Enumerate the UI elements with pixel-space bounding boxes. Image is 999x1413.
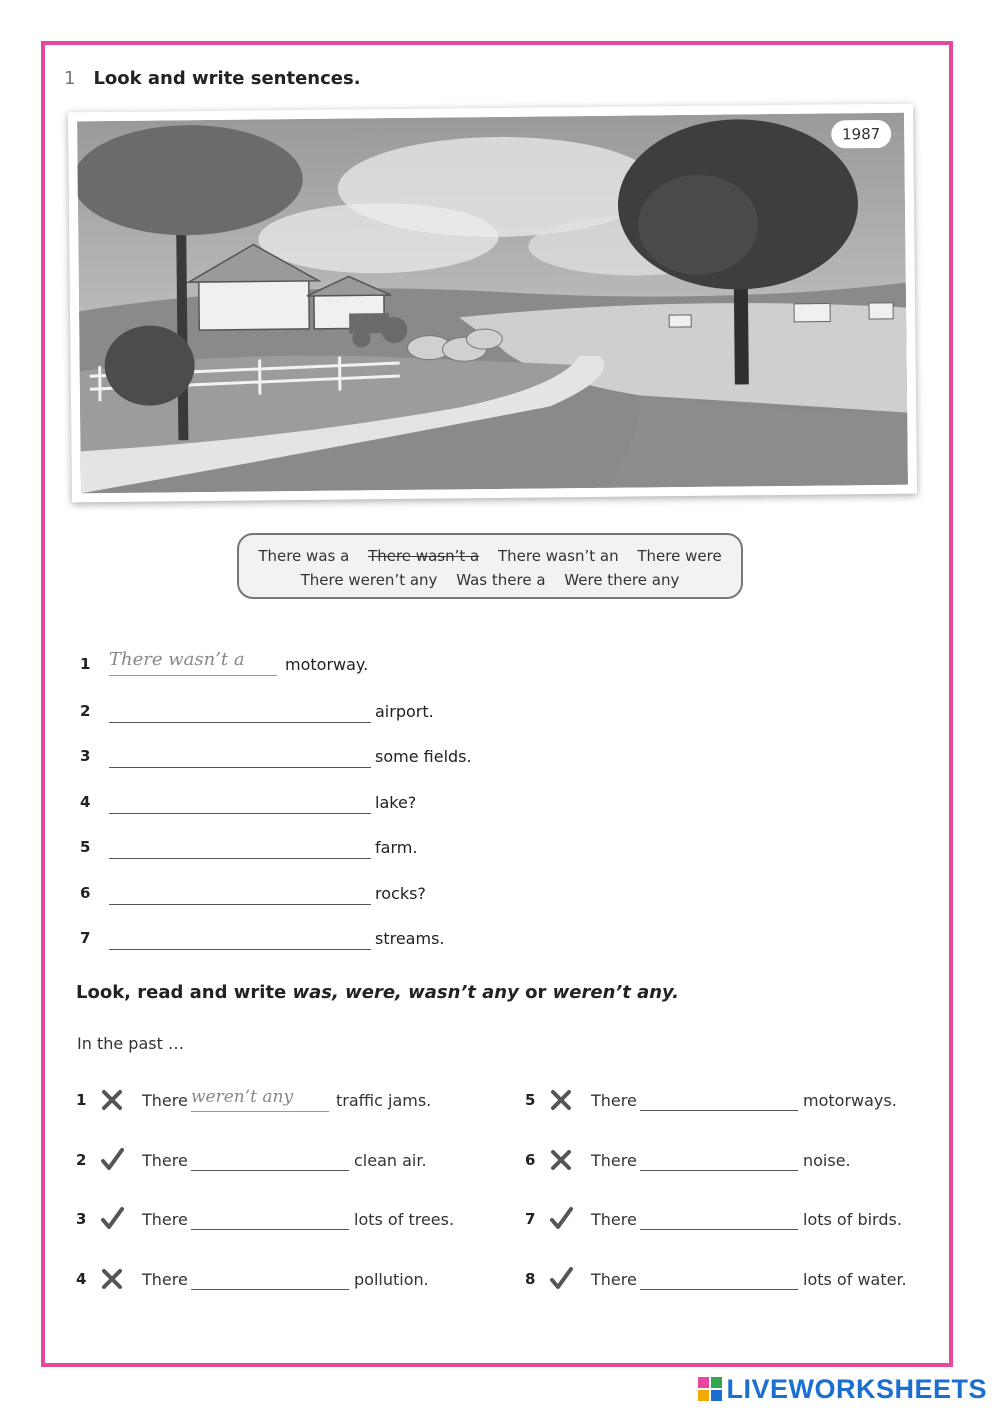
word-box bbox=[237, 533, 743, 599]
item-text: pollution. bbox=[354, 1270, 429, 1289]
answer-field[interactable] bbox=[640, 1210, 798, 1230]
answer-field[interactable] bbox=[191, 1210, 349, 1230]
item-text: rocks? bbox=[375, 884, 426, 903]
there-label: There bbox=[142, 1151, 188, 1170]
exercise2-heading bbox=[76, 982, 679, 1003]
item-text: farm. bbox=[375, 838, 418, 857]
heading-text: Look, read and write bbox=[76, 982, 293, 1003]
answer-field[interactable] bbox=[109, 836, 371, 859]
answer-field[interactable] bbox=[109, 791, 371, 814]
answer-field[interactable]: There wasn’t a bbox=[109, 649, 277, 676]
farm-photo bbox=[68, 104, 917, 503]
item-text: noise. bbox=[803, 1151, 851, 1170]
exercise1-number: 1 bbox=[64, 68, 76, 89]
answer-field[interactable] bbox=[109, 745, 371, 768]
word-box-item: There was a bbox=[258, 547, 350, 565]
word-box-row-2 bbox=[239, 568, 741, 592]
there-label: There bbox=[142, 1210, 188, 1229]
item-text: lots of trees. bbox=[354, 1210, 455, 1229]
heading-text: or bbox=[518, 982, 553, 1003]
answer-field[interactable]: weren’t any bbox=[191, 1087, 329, 1112]
item-text: airport. bbox=[375, 702, 434, 721]
item-number: 5 bbox=[80, 838, 91, 856]
heading-emphasis: was, were, wasn’t any bbox=[292, 982, 519, 1003]
item-number: 1 bbox=[76, 1091, 87, 1109]
item-text: lake? bbox=[375, 793, 417, 812]
word-box-item: There were bbox=[637, 547, 722, 565]
item-number: 3 bbox=[76, 1210, 87, 1228]
item-text: lots of water. bbox=[803, 1270, 907, 1289]
word-box-item: Was there a bbox=[456, 571, 546, 589]
item-number: 3 bbox=[80, 747, 91, 765]
liveworksheets-logo-icon bbox=[698, 1377, 722, 1401]
item-number: 6 bbox=[80, 884, 91, 902]
word-box-item: Were there any bbox=[564, 571, 680, 589]
exercise1-title: Look and write sentences. bbox=[93, 68, 361, 89]
item-number: 4 bbox=[80, 793, 91, 811]
item-text: clean air. bbox=[354, 1151, 427, 1170]
farm-scene-illustration bbox=[77, 113, 908, 494]
liveworksheets-wordmark: LIVEWORKSHEETS bbox=[726, 1373, 987, 1404]
item-text: motorways. bbox=[803, 1091, 897, 1110]
word-box-item-used: There wasn’t a bbox=[368, 547, 480, 565]
cross-icon bbox=[547, 1086, 575, 1114]
item-text: traffic jams. bbox=[336, 1091, 432, 1110]
answer-field[interactable] bbox=[109, 700, 371, 723]
liveworksheets-logo bbox=[698, 1374, 987, 1404]
answer-field[interactable] bbox=[640, 1270, 798, 1290]
answer-field[interactable] bbox=[640, 1151, 798, 1171]
word-box-item: There wasn’t an bbox=[497, 547, 619, 565]
item-number: 4 bbox=[76, 1270, 87, 1288]
heading-emphasis: weren’t any. bbox=[552, 982, 679, 1003]
tick-icon bbox=[98, 1205, 126, 1233]
item-number: 7 bbox=[525, 1210, 536, 1228]
tick-icon bbox=[98, 1146, 126, 1174]
item-text: lots of birds. bbox=[803, 1210, 902, 1229]
item-text: some fields. bbox=[375, 747, 472, 766]
cross-icon bbox=[98, 1086, 126, 1114]
answer-field[interactable] bbox=[109, 927, 371, 950]
there-label: There bbox=[591, 1210, 637, 1229]
there-label: There bbox=[591, 1091, 637, 1110]
item-number: 6 bbox=[525, 1151, 536, 1169]
there-label: There bbox=[591, 1151, 637, 1170]
item-text: motorway. bbox=[285, 655, 369, 674]
item-number: 5 bbox=[525, 1091, 536, 1109]
intro-text: In the past … bbox=[77, 1034, 184, 1053]
cross-icon bbox=[98, 1265, 126, 1293]
item-number: 1 bbox=[80, 655, 91, 673]
answer-field[interactable] bbox=[191, 1151, 349, 1171]
tick-icon bbox=[547, 1205, 575, 1233]
tick-icon bbox=[547, 1265, 575, 1293]
there-label: There bbox=[591, 1270, 637, 1289]
cross-icon bbox=[547, 1146, 575, 1174]
item-number: 2 bbox=[80, 702, 91, 720]
answer-field[interactable] bbox=[191, 1270, 349, 1290]
there-label: There bbox=[142, 1270, 188, 1289]
answer-field[interactable] bbox=[109, 882, 371, 905]
there-label: There bbox=[142, 1091, 188, 1110]
item-number: 8 bbox=[525, 1270, 536, 1288]
word-box-item: There weren’t any bbox=[300, 571, 438, 589]
item-text: streams. bbox=[375, 929, 445, 948]
answer-field[interactable] bbox=[640, 1091, 798, 1111]
exercise1-heading bbox=[64, 68, 361, 89]
year-badge: 1987 bbox=[831, 120, 891, 149]
word-box-row-1 bbox=[239, 544, 741, 568]
item-number: 7 bbox=[80, 929, 91, 947]
item-number: 2 bbox=[76, 1151, 87, 1169]
